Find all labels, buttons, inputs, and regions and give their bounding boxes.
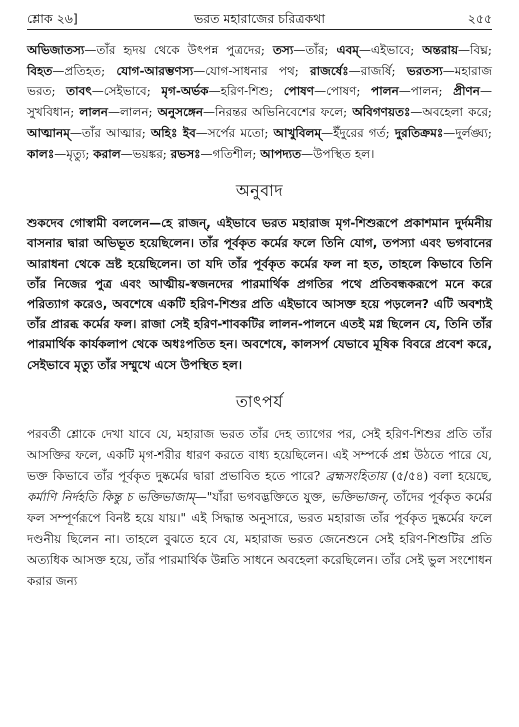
synonym-dash: — bbox=[358, 43, 371, 57]
running-title: ভরত মহারাজের চরিত্রকথা bbox=[193, 11, 326, 26]
verse-reference: শ্লোক ২৬] bbox=[27, 11, 78, 26]
synonym-meaning: মৃত্যু; bbox=[66, 146, 90, 161]
purport-segment: তাঁদের পূর্বকৃত কর্মের ফল সম্পূর্ণরূপে বিনষ্ট হয়ে যায়।" এই সিদ্ধান্ত অনুসারে, ভরত মহারাজ তাঁর পূর্বকৃত দুষ্কর্মের ফলে দণ্ডনীয় ছিলেন না। তাহলে বুঝতে হবে যে, মহারাজ ভরত জেনেশুনে সেই হরিণ-শিশুটির প্রতি অত্যধিক আসক্ত হয়ে, তাঁর পারমার্থিক উন্নতি সাধনে অবহেলা করেছিলেন। তাঁর সেই ভুল সংশোধন করার জন্য bbox=[27, 489, 492, 588]
synonym-meaning: পালন; bbox=[410, 84, 443, 99]
synonym-entry bbox=[422, 43, 492, 57]
synonym-meaning: পোষণ; bbox=[326, 84, 361, 99]
synonym-dash: — bbox=[458, 43, 471, 57]
synonym-word: রভসঃ bbox=[170, 146, 201, 161]
synonym-word: করাল bbox=[93, 146, 121, 161]
synonym-word: দুরতিক্রমঃ bbox=[394, 125, 444, 140]
synonym-word: পালন bbox=[371, 84, 399, 99]
synonym-meaning: হরিণ-শিশু; bbox=[220, 84, 274, 99]
synonym-word: অভিজাতস্য bbox=[27, 43, 85, 57]
synonym-dash: — bbox=[321, 125, 334, 140]
synonym-meaning: দুর্লঙ্ঘ্য; bbox=[455, 125, 492, 140]
synonym-dash: — bbox=[107, 105, 120, 120]
synonym-word: আত্মানম্ bbox=[27, 125, 70, 140]
synonym-meaning: ভয়ঙ্কর; bbox=[132, 146, 167, 161]
scripture-title: ব্রহ্মসংহিতায় bbox=[325, 468, 387, 483]
synonym-entry bbox=[352, 105, 492, 119]
synonym-word: প্রীণন bbox=[453, 84, 480, 99]
synonym-meaning: প্রতিহত; bbox=[64, 63, 106, 78]
synonym-entry bbox=[27, 147, 89, 161]
synonym-dash: — bbox=[410, 105, 423, 120]
synonym-meaning: উপস্থিত হল। bbox=[313, 146, 375, 161]
synonym-entry bbox=[158, 105, 348, 119]
synonym-meaning: যোগ-সাধনার পথ; bbox=[205, 63, 299, 78]
synonym-meaning: বিঘ্ন; bbox=[470, 43, 492, 57]
synonym-dash: — bbox=[301, 146, 314, 161]
synonym-meaning: সর্পের মতো; bbox=[207, 125, 269, 140]
synonym-entry bbox=[151, 126, 269, 140]
purport-segment: —"যাঁরা ভগবদ্ভক্তিতে যুক্ত, bbox=[194, 489, 326, 504]
synonym-dash: — bbox=[314, 84, 327, 99]
purport-heading: তাৎপর্য bbox=[235, 391, 284, 411]
synonym-meaning: ইঁদুরের গর্ত; bbox=[333, 125, 390, 140]
synonym-dash: — bbox=[195, 125, 208, 140]
synonym-dash: — bbox=[52, 63, 65, 78]
synonym-word: বিহত bbox=[27, 63, 53, 78]
synonym-dash: — bbox=[69, 125, 82, 140]
synonym-word: অবিগণয়তঃ bbox=[352, 105, 411, 120]
synonym-meaning: লালন; bbox=[119, 105, 153, 120]
synonym-word: তাবৎ bbox=[66, 84, 92, 99]
synonym-dash: — bbox=[54, 146, 67, 161]
synonym-dash: — bbox=[442, 63, 455, 78]
synonym-entry bbox=[66, 84, 151, 98]
synonym-dash: — bbox=[203, 105, 216, 120]
synonym-word: অন্তরায় bbox=[422, 43, 459, 57]
translation-heading: অনুবাদ bbox=[235, 181, 284, 201]
purport-segment: পরবর্তী শ্লোকে দেখা যাবে যে, মহারাজ ভরত তাঁর দেহ ত্যাগের পর, সেই হরিণ-শিশুর প্রতি তাঁর আসক্তির ফলে, একটি মৃগ-শরীর ধারণ করতে বাধ্য হয়েছিলেন। এই সম্পর্কে প্রশ্ন উঠতে পারে যে, ভক্ত কিভাবে তাঁর পূর্বকৃত দুষ্কর্মের দ্বারা প্রভাবিত হতে পারে? bbox=[27, 426, 492, 483]
synonym-entry bbox=[260, 147, 374, 161]
synonym-entry bbox=[27, 64, 105, 78]
sanskrit-term: ভক্তিভাজন্, bbox=[330, 489, 389, 504]
translation-text: শুকদেব গোস্বামী বললেন—হে রাজন্, এইভাবে ভরত মহারাজ মৃগ-শিশুরূপে প্রকাশমান দুর্দমনীয় বাসনার দ্বারা অভিভূত হয়েছিলেন। তাঁর পূর্বকৃত কর্মের ফলে তিনি যোগ, তপস্যা এবং ভগবানের আরাধনা থেকে ভ্রষ্ট হয়েছিলেন। তা যদি তাঁর পূর্বকৃত কর্মের ফল না হত, তাহলে কিভাবে তিনি তাঁর নিজের পুত্র এবং আত্মীয়-স্বজনদের পারমার্থিক প্রগতির পথে প্রতিবন্ধকরূপে মনে করে পরিত্যাগ করেও, অবশেষে একটি হরিণ-শিশুর প্রতি এইভাবে আসক্ত হয়ে পড়লেন? এটি অবশ্যই তাঁর প্রারব্ধ কর্মের ফল। রাজা সেই হরিণ-শাবকটির লালন-পালনে এতই মগ্ন ছিলেন যে, তিনি তাঁর পারমার্থিক কার্যকলাপ থেকে অধঃপতিত হন। অবশেষে, কালসর্প যেভাবে মূষিক বিবরে প্রবেশ করে, সেইভাবে মৃত্যু তাঁর সম্মুখে এসে উপস্থিত হল। bbox=[27, 216, 492, 372]
synonym-word: এবম্ bbox=[336, 43, 359, 57]
scripture-reference: (৫/৫৪) বলা হয়েছে, bbox=[391, 468, 492, 483]
synonym-word: আখুবিলম্ bbox=[273, 125, 322, 140]
synonym-word: কালঃ bbox=[27, 146, 55, 161]
synonym-entry bbox=[274, 126, 390, 140]
synonym-dash: — bbox=[84, 43, 97, 57]
synonym-entry bbox=[79, 105, 152, 119]
synonym-entry bbox=[284, 84, 361, 98]
synonym-dash: — bbox=[200, 146, 213, 161]
synonym-entry bbox=[161, 84, 273, 98]
synonym-dash: — bbox=[479, 84, 492, 99]
synonym-meaning: তাঁর আত্মার; bbox=[81, 125, 146, 140]
synonym-dash: — bbox=[443, 125, 456, 140]
synonym-entry bbox=[171, 147, 257, 161]
synonym-dash: — bbox=[120, 146, 133, 161]
synonym-word: অনুসঙ্গেন bbox=[157, 105, 204, 120]
synonym-dash: — bbox=[293, 43, 306, 57]
synonym-word: ভরতস্য bbox=[406, 63, 443, 78]
page-number: ২৫৫ bbox=[467, 11, 492, 26]
synonym-dash: — bbox=[398, 84, 411, 99]
synonym-word: রাজর্ষেঃ bbox=[310, 63, 349, 78]
synonym-meaning: সেইভাবে; bbox=[103, 84, 151, 99]
synonym-entry bbox=[27, 126, 146, 140]
synonym-word: তস্য bbox=[272, 43, 294, 57]
synonym-dash: — bbox=[91, 84, 104, 99]
header-rule bbox=[27, 29, 492, 30]
synonym-meaning: রাজর্ষি; bbox=[360, 63, 396, 78]
purport-text bbox=[27, 424, 492, 592]
synonym-entry bbox=[371, 84, 443, 98]
synonym-entry bbox=[273, 43, 329, 57]
synonym-meaning: নিরন্তর অভিনিবেশের ফলে; bbox=[215, 105, 348, 120]
synonym-meaning: অবহেলা করে; bbox=[422, 105, 492, 120]
synonym-dash: — bbox=[193, 63, 206, 78]
synonym-dash: — bbox=[208, 84, 221, 99]
running-header bbox=[27, 8, 492, 32]
synonyms-paragraph bbox=[27, 40, 492, 164]
synonym-word: আপদ্যত bbox=[260, 146, 302, 161]
synonym-meaning: তাঁর হৃদয় থেকে উৎপন্ন পুত্রদের; bbox=[96, 43, 265, 57]
synonym-entry bbox=[395, 126, 492, 140]
synonym-meaning: তাঁর; bbox=[305, 43, 329, 57]
synonym-entry bbox=[27, 43, 265, 57]
synonym-entry bbox=[116, 64, 299, 78]
synonym-meaning: গতিশীল; bbox=[212, 146, 257, 161]
synonym-word: যোগ-আরম্ভণস্য bbox=[116, 63, 194, 78]
synonym-dash: — bbox=[348, 63, 361, 78]
synonym-word: পোষণ bbox=[283, 84, 315, 99]
synonym-meaning: মহারাজ ভরত; bbox=[27, 63, 492, 99]
synonym-word: লালন bbox=[79, 105, 108, 120]
sanskrit-quote: কর্মাণি নির্দহতি কিন্তু চ ভক্তিভাজাম্ bbox=[27, 489, 195, 504]
synonym-meaning: এইভাবে; bbox=[370, 43, 415, 57]
synonym-meaning: সুখবিধান; bbox=[27, 105, 75, 120]
synonym-word: অহিঃ ইব bbox=[150, 125, 196, 140]
synonym-word: মৃগ-অর্ভক bbox=[161, 84, 209, 99]
synonym-entry bbox=[93, 147, 167, 161]
synonym-entry bbox=[336, 43, 414, 57]
synonym-entry bbox=[310, 64, 396, 78]
